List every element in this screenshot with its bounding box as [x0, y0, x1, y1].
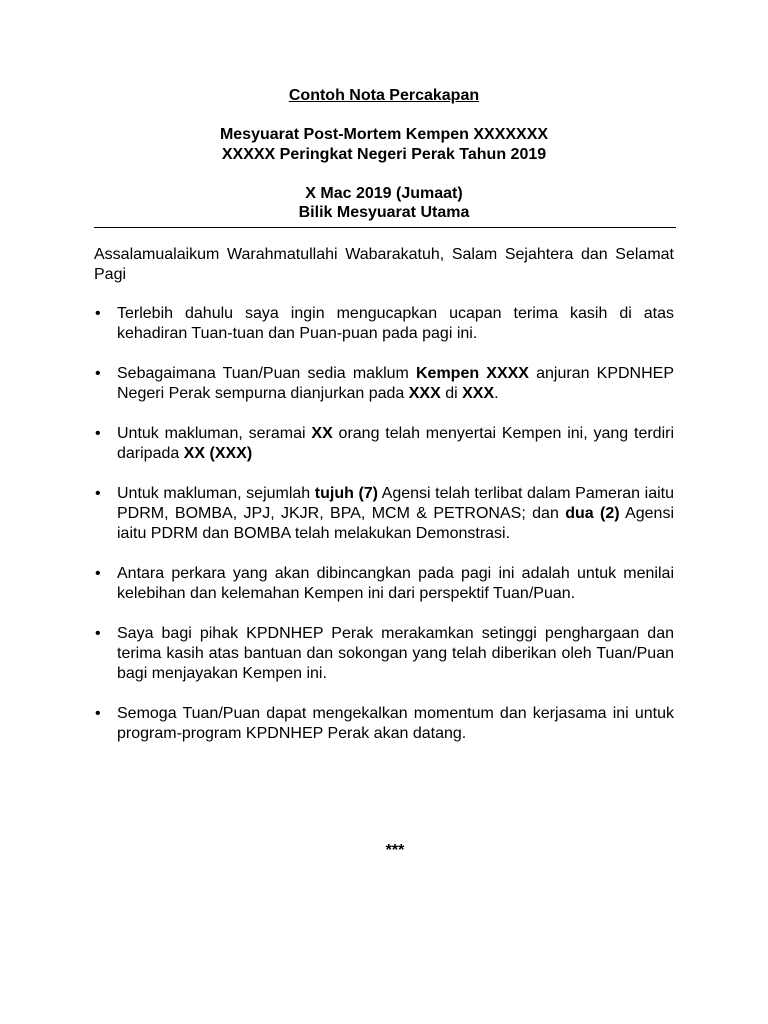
bullet-item-6: [94, 624, 674, 684]
closing-marker: ***: [385, 842, 405, 859]
bullet-icon: •: [95, 425, 101, 442]
meeting-date: X Mac 2019 (Jumaat): [305, 184, 463, 202]
bullet-icon: •: [95, 305, 101, 322]
bullet-icon: •: [95, 705, 101, 722]
document-header: [94, 86, 674, 223]
spacer: [94, 106, 674, 126]
bullet-list: [94, 304, 674, 744]
bullet-bold-text: tujuh (7): [314, 485, 378, 502]
meeting-title-line2: XXXXX Peringkat Negeri Perak Tahun 2019: [221, 145, 547, 163]
bullet-bold-text: dua (2): [565, 505, 620, 522]
bullet-icon: •: [95, 365, 101, 382]
bullet-text: anjuran KPDNHEP Negeri Perak sempurna dianjurkan pada: [117, 365, 674, 402]
greeting-paragraph: Assalamualaikum Warahmatullahi Wabarakatuh, Salam Sejahtera dan Selamat Pagi: [94, 246, 674, 283]
bullet-bold-text: XX (XXX): [183, 445, 253, 462]
bullet-bold-text: Kempen XXXX: [416, 365, 529, 382]
bullet-text: orang telah menyertai Kempen ini, yang terdiri daripada: [117, 425, 675, 462]
bullet-text: Agensi telah terlibat dalam Pameran iaitu PDRM, BOMBA, JPJ, JKJR, BPA, MCM & PETRONAS; dan: [117, 485, 675, 522]
meeting-title-line1: Mesyuarat Post-Mortem Kempen XXXXXXX: [219, 126, 549, 143]
bullet-text: Agensi iaitu PDRM dan BOMBA telah melakukan Demonstrasi.: [117, 505, 675, 542]
document-title: Contoh Nota Percakapan: [288, 87, 480, 104]
bullet-item-4: [94, 484, 674, 544]
header-divider: [94, 227, 676, 228]
bullet-icon: •: [95, 625, 101, 642]
bullet-icon: •: [95, 485, 101, 502]
bullet-item-1: [94, 304, 674, 344]
bullet-text: Semoga Tuan/Puan dapat mengekalkan momentum dan kerjasama ini untuk program-program KPDNHEP Perak akan datang.: [117, 705, 674, 742]
spacer: [94, 164, 674, 184]
meeting-venue: Bilik Mesyuarat Utama: [298, 204, 470, 221]
bullet-bold-text: XXX: [462, 385, 495, 402]
bullet-text: Terlebih dahulu saya ingin mengucapkan ucapan terima kasih di atas kehadiran Tuan-tuan dan Puan-puan pada pagi ini.: [117, 305, 674, 342]
document-body: [94, 245, 674, 764]
bullet-item-2: [94, 364, 674, 404]
bullet-bold-text: XX: [311, 425, 333, 442]
bullet-item-3: [94, 424, 674, 464]
bullet-text: Untuk makluman, seramai: [117, 425, 312, 442]
bullet-bold-text: XXX: [408, 385, 441, 402]
bullet-text: Sebagaimana Tuan/Puan sedia maklum: [117, 365, 416, 382]
bullet-item-5: [94, 564, 674, 604]
bullet-text: .: [494, 385, 499, 402]
bullet-icon: •: [95, 565, 101, 582]
bullet-text: Antara perkara yang akan dibincangkan pada pagi ini adalah untuk menilai kelebihan dan kelemahan Kempen ini dari perspektif Tuan/Puan.: [117, 565, 674, 602]
bullet-text: di: [440, 385, 463, 402]
bullet-item-7: [94, 704, 674, 744]
bullet-text: Saya bagi pihak KPDNHEP Perak merakamkan setinggi penghargaan dan terima kasih atas bantuan dan sokongan yang telah diberikan oleh Tuan/Puan bagi menjayakan Kempen ini.: [117, 625, 674, 682]
bullet-text: Untuk makluman, sejumlah: [117, 485, 315, 502]
